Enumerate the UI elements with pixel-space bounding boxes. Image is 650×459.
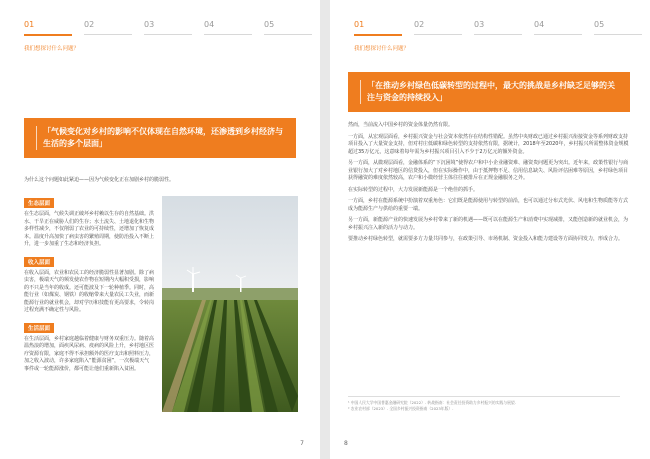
nav-item-05[interactable] — [594, 20, 642, 35]
nav-label: 05 — [594, 20, 605, 29]
intro-text: 为什么这个问题如此紧迫——因为气候变化正在加剧乡村的脆弱性。 — [24, 177, 175, 183]
nav-item-04[interactable] — [204, 20, 252, 35]
paragraph: 要推动乡村绿色转型，就需要多方力量共同参与，在政策引导、市场机制、资金投入和能力建设等方面协同发力，形成合力。 — [348, 236, 624, 242]
chapter-nav — [354, 20, 626, 40]
page-number: 7 — [300, 440, 304, 447]
pull-quote-text: 「在推动乡村绿色低碳转型的过程中，最大的挑战是乡村缺乏足够的关注与资金的持续投入」 — [360, 80, 618, 104]
pull-quote-text: 「气候变化对乡村的影响不仅体现在自然环境，还渗透到乡村经济与生活的多个层面」 — [36, 126, 284, 150]
nav-label: 03 — [144, 20, 155, 29]
footnote: ¹ 中国人民大学中国普惠金融研究院（2022）. 转战指南：社会责任投资助力乡村振兴的实践与展望. — [348, 400, 516, 405]
footnote-divider — [348, 396, 620, 397]
nav-label: 01 — [24, 20, 35, 29]
paragraph: 一方面，从宏观层面看，乡村振兴资金与社会资本依然存在结构性错配。虽然中央财政已通过乡村振兴衔接资金等系列财政支持项目投入了大量资金支持，但对村庄低碳和绿色转型的支持依然有限，据统计，2018年至2020年，乡村振兴所需整体资金规模超过35万亿元，这意味着每年需为乡村振兴项目引入不少于2万亿元的额外资金。 — [348, 133, 629, 155]
paragraph: 另一方面，新能源产业的快速发展为乡村带来了新的机遇——既可以在能源生产和消费中实现减排，又能创造新的就业机会，为乡村振兴注入新的活力与动力。 — [348, 217, 629, 231]
page-gutter — [320, 0, 330, 459]
nav-label: 01 — [354, 20, 365, 29]
chapter-caption: 我们想探讨什么问题？ — [24, 46, 80, 52]
nav-item-03[interactable] — [144, 20, 192, 35]
lead-paragraph: 然而，当前流入中国乡村的资金体量仍然有限。 — [348, 122, 454, 128]
nav-label: 04 — [204, 20, 215, 29]
paragraph: 在实际转型的过程中，大力发展新能源是一个绝佳的抓手。 — [348, 186, 479, 193]
chapter-caption: 我们想探讨什么问题？ — [354, 46, 410, 52]
left-page — [0, 0, 320, 459]
paragraph: 一方面，乡村在能源系统中扮演着双重角色：它们既是能源使用与转型的前沿，也可以通过分布式光伏、风电和生物质能等方式成为能源生产与供给的重要一端。 — [348, 198, 629, 212]
nav-item-02[interactable] — [414, 20, 462, 35]
section-text: 在收入层面，农业和农民工的经济脆弱性显著加剧。除了病虫害，极端天气的频发使农作物在短期内大幅积受损，影响的不只是当年的收成。还可能波及下一轮种植季。同时，高能行业（如煤炭、钢铁）的收缩带来大量农民工失业，而新能源行业的就业机会，却对学历和技能有更高要求，令转岗过程充满不确定性与风险。 — [24, 269, 155, 313]
nav-label: 05 — [264, 20, 275, 29]
page-number: 8 — [344, 440, 348, 447]
section-tag: 收入层面 — [24, 257, 54, 267]
sections-column — [24, 190, 154, 373]
nav-label: 02 — [84, 20, 95, 29]
section-tag: 生态层面 — [24, 198, 54, 208]
main-text — [348, 120, 630, 248]
section-life — [24, 315, 154, 374]
nav-item-04[interactable] — [534, 20, 582, 35]
section-text: 在生活层面，乡村家庭越临着健康与财务双重压力。随着高温热浪的增加，面疾风尿病、疫病的风险上升，乡村地区医疗资源有限，家庭不得不承担额外的医疗支出和照料压力，加之收入波动，许多家庭陷入“能源贫困”，一次极端天气事件或一轮能源涨价，都可能让他们重新陷入贫困。 — [24, 335, 155, 372]
nav-label: 03 — [474, 20, 485, 29]
chapter-nav — [24, 20, 296, 40]
right-page — [330, 0, 650, 459]
nav-label: 02 — [414, 20, 425, 29]
nav-item-01[interactable] — [354, 20, 402, 36]
section-ecology — [24, 190, 154, 249]
section-text: 在生态层面，气候失调正破坏乡村赖以生存的自然基础。洪水、干旱正在威胁人们的生存；水土流失、土地退化和生物多样性减少，不仅削弱了农业的可持续性，还增加了恢复成本。温度升高加快了病虫害的繁殖周期，使防治投入不断上升，进一步加重了生态和经济负担。 — [24, 211, 155, 247]
vineyard-photo — [162, 196, 298, 412]
nav-label: 04 — [534, 20, 545, 29]
section-income — [24, 249, 154, 315]
pull-quote — [24, 118, 296, 158]
section-tag: 生活层面 — [24, 323, 54, 333]
nav-item-01[interactable] — [24, 20, 72, 36]
pull-quote — [348, 72, 630, 112]
paragraph: 另一方面，从微观层面看，金融体系的“下沉困境”使得农户和中小企业融资难、融资贵问题更为突出。近年来，政策性银行与商业银行加大了对乡村地区的信贷投入，但在实际操作中，由于抵押物不足、信用信息缺失、风险评估困难等原因，乡村绿色项目获得融资的难度依然较高，农户和小微经营主体往往被排斥在正规金融服务之外。 — [348, 160, 629, 181]
nav-item-05[interactable] — [264, 20, 312, 35]
nav-item-03[interactable] — [474, 20, 522, 35]
footnotes — [348, 400, 620, 412]
nav-item-02[interactable] — [84, 20, 132, 35]
footnote: ² 农业农村部（2023）. 全国乡村振兴投资指南（2023年版）. — [348, 406, 454, 411]
